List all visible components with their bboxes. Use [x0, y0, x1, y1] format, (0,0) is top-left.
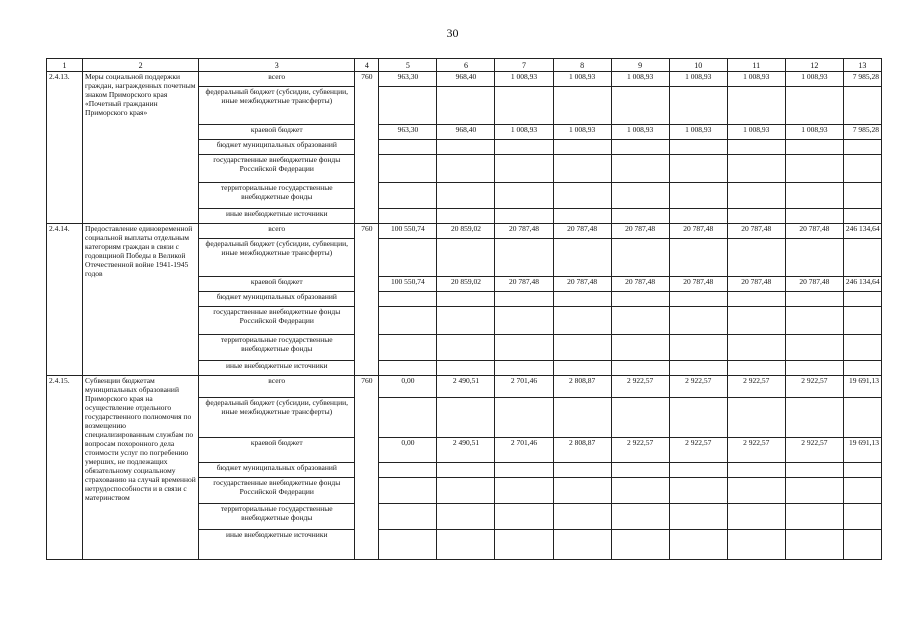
year-value: [669, 183, 727, 209]
year-value: [669, 398, 727, 438]
header-cell: 9: [611, 59, 669, 72]
year-value: [495, 361, 553, 376]
year-value: [727, 292, 785, 307]
year-value: [495, 239, 553, 277]
year-value: 1 008,93: [611, 125, 669, 140]
year-value: [611, 307, 669, 335]
year-value: [785, 463, 843, 478]
year-value: [727, 140, 785, 155]
year-value: [379, 530, 437, 560]
total-value: 246 134,64: [843, 277, 881, 292]
year-value: [669, 155, 727, 183]
year-value: [553, 183, 611, 209]
column-4-value: 760: [355, 224, 379, 376]
year-value: [437, 209, 495, 224]
total-value: [843, 239, 881, 277]
funding-source: иные внебюджетные источники: [199, 209, 355, 224]
year-value: [437, 239, 495, 277]
year-value: [437, 398, 495, 438]
funding-source: территориальные государственные внебюджетные фонды: [199, 504, 355, 530]
year-value: [611, 87, 669, 125]
year-value: [553, 140, 611, 155]
year-value: [437, 361, 495, 376]
funding-source: федеральный бюджет (субсидии, субвенции, иные межбюджетные трансферты): [199, 398, 355, 438]
year-value: 20 787,48: [495, 277, 553, 292]
total-value: [843, 463, 881, 478]
year-value: [669, 478, 727, 504]
header-cell: 10: [669, 59, 727, 72]
year-value: [495, 140, 553, 155]
year-value: [727, 307, 785, 335]
year-value: [495, 292, 553, 307]
year-value: [437, 463, 495, 478]
year-value: 963,30: [379, 125, 437, 140]
year-value: [669, 530, 727, 560]
year-value: [553, 478, 611, 504]
year-value: 2 922,57: [785, 376, 843, 398]
year-value: [553, 463, 611, 478]
year-value: 20 787,48: [727, 224, 785, 239]
item-name: Меры социальной поддержки граждан, награжденных почетным знаком Приморского края «Почетный гражданин Приморского края»: [83, 72, 199, 224]
year-value: [611, 155, 669, 183]
year-value: [727, 530, 785, 560]
page-number: 30: [446, 26, 459, 40]
year-value: [553, 87, 611, 125]
total-value: [843, 292, 881, 307]
year-value: [495, 209, 553, 224]
year-value: [437, 155, 495, 183]
year-value: [379, 140, 437, 155]
year-value: [495, 155, 553, 183]
funding-source: бюджет муниципальных образований: [199, 140, 355, 155]
year-value: [669, 335, 727, 361]
year-value: [785, 478, 843, 504]
year-value: [727, 239, 785, 277]
year-value: 20 787,48: [553, 277, 611, 292]
year-value: 963,30: [379, 72, 437, 87]
year-value: 1 008,93: [785, 72, 843, 87]
year-value: [669, 292, 727, 307]
year-value: 0,00: [379, 376, 437, 398]
funding-source: всего: [199, 376, 355, 398]
year-value: [727, 361, 785, 376]
year-value: [437, 292, 495, 307]
year-value: [495, 335, 553, 361]
total-value: 7 985,28: [843, 125, 881, 140]
year-value: [785, 335, 843, 361]
year-value: [495, 87, 553, 125]
year-value: 100 550,74: [379, 277, 437, 292]
year-value: 20 787,48: [611, 224, 669, 239]
year-value: [553, 155, 611, 183]
year-value: [611, 530, 669, 560]
year-value: [785, 398, 843, 438]
year-value: [553, 209, 611, 224]
total-value: 19 691,13: [843, 376, 881, 398]
column-4-value: 760: [355, 72, 379, 224]
funding-source: государственные внебюджетные фонды Российской Федерации: [199, 478, 355, 504]
total-value: [843, 87, 881, 125]
year-value: 20 787,48: [669, 277, 727, 292]
year-value: [669, 140, 727, 155]
year-value: [553, 335, 611, 361]
funding-source: федеральный бюджет (субсидии, субвенции, иные межбюджетные трансферты): [199, 87, 355, 125]
year-value: 20 787,48: [669, 224, 727, 239]
year-value: [553, 530, 611, 560]
year-value: [785, 155, 843, 183]
year-value: 100 550,74: [379, 224, 437, 239]
year-value: 20 787,48: [785, 277, 843, 292]
header-cell: 2: [83, 59, 199, 72]
total-value: [843, 361, 881, 376]
year-value: 20 859,02: [437, 277, 495, 292]
year-value: [785, 209, 843, 224]
year-value: [611, 292, 669, 307]
year-value: [495, 398, 553, 438]
year-value: [727, 209, 785, 224]
header-cell: 4: [355, 59, 379, 72]
total-value: 246 134,64: [843, 224, 881, 239]
total-value: [843, 530, 881, 560]
year-value: 2 922,57: [727, 438, 785, 463]
table-body: [47, 72, 882, 560]
year-value: 2 922,57: [611, 438, 669, 463]
item-code: 2.4.14.: [47, 224, 83, 376]
year-value: [785, 504, 843, 530]
total-value: [843, 307, 881, 335]
funding-source: государственные внебюджетные фонды Российской Федерации: [199, 307, 355, 335]
year-value: [669, 209, 727, 224]
year-value: [727, 155, 785, 183]
funding-source: государственные внебюджетные фонды Российской Федерации: [199, 155, 355, 183]
header-cell: 5: [379, 59, 437, 72]
year-value: [611, 463, 669, 478]
funding-source: иные внебюджетные источники: [199, 361, 355, 376]
column-4-value: 760: [355, 376, 379, 560]
year-value: 2 808,87: [553, 438, 611, 463]
year-value: [379, 478, 437, 504]
year-value: [669, 239, 727, 277]
year-value: 968,40: [437, 72, 495, 87]
funding-source: всего: [199, 224, 355, 239]
year-value: 2 922,57: [785, 438, 843, 463]
year-value: [553, 361, 611, 376]
year-value: 968,40: [437, 125, 495, 140]
year-value: 20 787,48: [495, 224, 553, 239]
year-value: [727, 504, 785, 530]
year-value: 1 008,93: [669, 72, 727, 87]
funding-source: территориальные государственные внебюджетные фонды: [199, 335, 355, 361]
year-value: [379, 463, 437, 478]
year-value: [379, 292, 437, 307]
year-value: [611, 478, 669, 504]
funding-source: бюджет муниципальных образований: [199, 292, 355, 307]
year-value: [437, 478, 495, 504]
funding-source: бюджет муниципальных образований: [199, 463, 355, 478]
table-row: [47, 72, 882, 87]
total-value: [843, 183, 881, 209]
item-name: Субвенции бюджетам муниципальных образований Приморского края на осуществление отдельного государственного полномочия по возмещению специализированным службам по вопросам похоронного дела стоимости услуг по погребению умерших, не подлежащих обязательному социальному страхованию на случай временной нетрудоспособности и в связи с материнством: [83, 376, 199, 560]
year-value: [669, 361, 727, 376]
year-value: 1 008,93: [495, 125, 553, 140]
year-value: [495, 504, 553, 530]
year-value: 2 922,57: [669, 376, 727, 398]
year-value: 2 701,46: [495, 376, 553, 398]
year-value: [379, 307, 437, 335]
year-value: [437, 87, 495, 125]
year-value: [437, 530, 495, 560]
year-value: [495, 307, 553, 335]
year-value: 20 859,02: [437, 224, 495, 239]
year-value: [669, 87, 727, 125]
funding-source: всего: [199, 72, 355, 87]
year-value: [611, 335, 669, 361]
year-value: 1 008,93: [669, 125, 727, 140]
year-value: [379, 209, 437, 224]
year-value: [785, 307, 843, 335]
header-cell: 12: [785, 59, 843, 72]
year-value: [553, 292, 611, 307]
total-value: [843, 140, 881, 155]
year-value: [669, 463, 727, 478]
header-cell: 13: [843, 59, 881, 72]
year-value: [611, 209, 669, 224]
year-value: [553, 504, 611, 530]
year-value: 1 008,93: [785, 125, 843, 140]
year-value: 2 808,87: [553, 376, 611, 398]
year-value: [379, 239, 437, 277]
year-value: 2 922,57: [727, 376, 785, 398]
year-value: [785, 361, 843, 376]
year-value: [495, 463, 553, 478]
year-value: 0,00: [379, 438, 437, 463]
total-value: [843, 209, 881, 224]
year-value: 1 008,93: [727, 125, 785, 140]
total-value: 19 691,13: [843, 438, 881, 463]
year-value: 1 008,93: [495, 72, 553, 87]
year-value: [437, 140, 495, 155]
header-cell: 8: [553, 59, 611, 72]
table-row: [47, 376, 882, 398]
budget-table: [46, 58, 882, 560]
year-value: 1 008,93: [611, 72, 669, 87]
year-value: [669, 504, 727, 530]
year-value: [379, 398, 437, 438]
year-value: [495, 183, 553, 209]
total-value: [843, 398, 881, 438]
year-value: [553, 307, 611, 335]
year-value: [553, 239, 611, 277]
total-value: [843, 478, 881, 504]
header-cell: 3: [199, 59, 355, 72]
funding-source: краевой бюджет: [199, 277, 355, 292]
year-value: [611, 361, 669, 376]
header-cell: 1: [47, 59, 83, 72]
header-cell: 7: [495, 59, 553, 72]
year-value: [727, 87, 785, 125]
funding-source: иные внебюджетные источники: [199, 530, 355, 560]
item-code: 2.4.13.: [47, 72, 83, 224]
year-value: 20 787,48: [611, 277, 669, 292]
year-value: 20 787,48: [553, 224, 611, 239]
year-value: [611, 140, 669, 155]
year-value: [379, 155, 437, 183]
header-cell: 11: [727, 59, 785, 72]
year-value: [437, 504, 495, 530]
funding-source: краевой бюджет: [199, 125, 355, 140]
year-value: [785, 239, 843, 277]
funding-source: федеральный бюджет (субсидии, субвенции, иные межбюджетные трансферты): [199, 239, 355, 277]
table-row: [47, 224, 882, 239]
year-value: [727, 183, 785, 209]
year-value: 20 787,48: [727, 277, 785, 292]
year-value: [785, 87, 843, 125]
year-value: [495, 530, 553, 560]
year-value: [785, 183, 843, 209]
year-value: [437, 307, 495, 335]
total-value: [843, 504, 881, 530]
year-value: [785, 292, 843, 307]
year-value: 1 008,93: [727, 72, 785, 87]
year-value: [379, 183, 437, 209]
year-value: [727, 335, 785, 361]
header-row: [47, 59, 882, 72]
year-value: [611, 398, 669, 438]
year-value: 20 787,48: [785, 224, 843, 239]
year-value: [379, 361, 437, 376]
item-name: Предоставление единовременной социальной выплаты отдельным категориям граждан в связи с годовщиной Победы в Великой Отечественной войне 1941-1945 годов: [83, 224, 199, 376]
year-value: 1 008,93: [553, 72, 611, 87]
year-value: [611, 504, 669, 530]
funding-source: краевой бюджет: [199, 438, 355, 463]
year-value: [379, 335, 437, 361]
total-value: [843, 155, 881, 183]
total-value: [843, 335, 881, 361]
item-code: 2.4.15.: [47, 376, 83, 560]
year-value: [669, 307, 727, 335]
year-value: [785, 140, 843, 155]
year-value: [495, 478, 553, 504]
funding-source: территориальные государственные внебюджетные фонды: [199, 183, 355, 209]
year-value: [437, 335, 495, 361]
year-value: [611, 183, 669, 209]
year-value: 1 008,93: [553, 125, 611, 140]
year-value: [727, 398, 785, 438]
year-value: 2 701,46: [495, 438, 553, 463]
year-value: [727, 478, 785, 504]
year-value: 2 490,51: [437, 376, 495, 398]
year-value: [611, 239, 669, 277]
year-value: 2 490,51: [437, 438, 495, 463]
header-cell: 6: [437, 59, 495, 72]
year-value: [553, 398, 611, 438]
year-value: [785, 530, 843, 560]
year-value: 2 922,57: [611, 376, 669, 398]
year-value: [727, 463, 785, 478]
total-value: 7 985,28: [843, 72, 881, 87]
year-value: [437, 183, 495, 209]
year-value: [379, 504, 437, 530]
year-value: 2 922,57: [669, 438, 727, 463]
year-value: [379, 87, 437, 125]
